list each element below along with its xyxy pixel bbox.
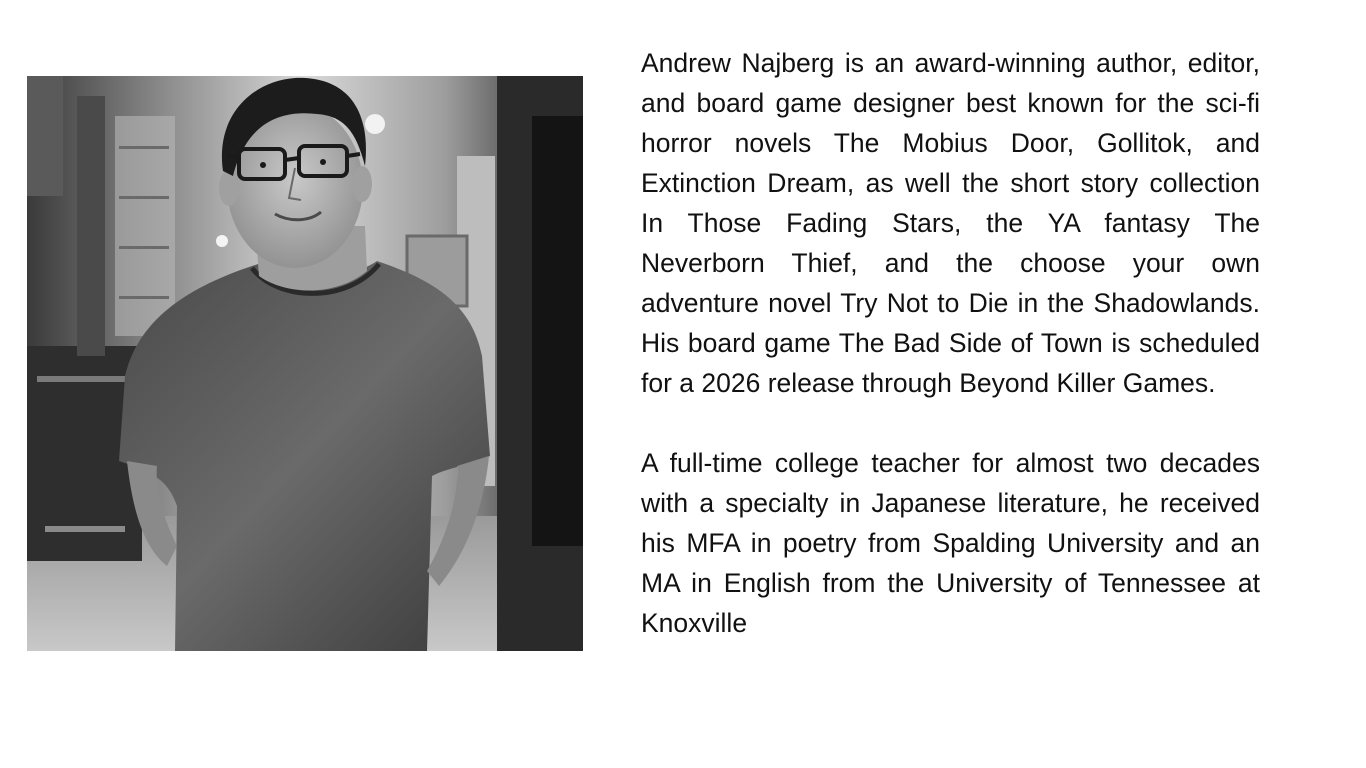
bio-paragraph: A full-time college teacher for almost two decades with a specialty in Japanese literature, he received his MFA in poetry from Spalding University and an MA in English from the University of Tennessee at Knoxville — [641, 448, 1260, 638]
portrait-illustration — [27, 76, 583, 651]
bio-paragraph: Andrew Najberg is an award-winning author, editor, and board game designer best known for the sci-fi horror novels The Mobius Door, Gollitok, and Extinction Dream, as well the short story collection In Those Fading Stars, the YA fantasy The Neverborn Thief, and the choose your own adventure novel Try Not to Die in the Shadowlands. His board game The Bad Side of Town is scheduled for a 2026 release through Beyond Killer Games. — [641, 48, 1260, 398]
author-portrait-photo — [27, 76, 583, 651]
author-bio-text — [641, 43, 1260, 643]
